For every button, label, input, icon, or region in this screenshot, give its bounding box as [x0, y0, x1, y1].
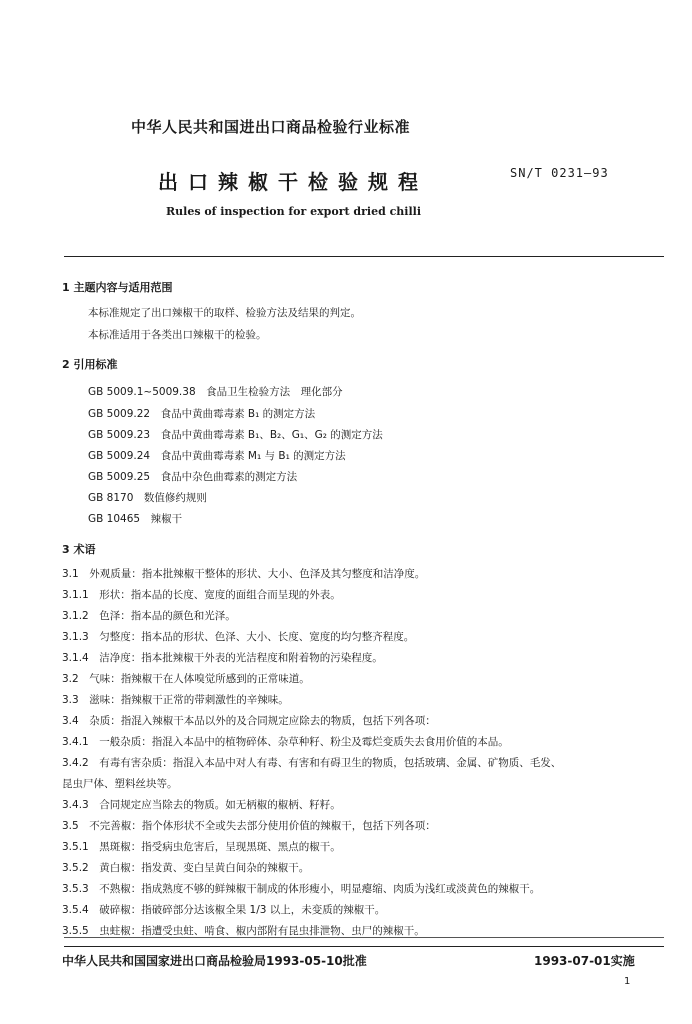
term-item: 3.4.3 合同规定应当除去的物质。如无柄椒的椒柄、籽籽。 [62, 799, 341, 811]
page-number: 1 [624, 976, 631, 987]
term-item: 3.1.4 洁净度：指本批辣椒干外表的光洁程度和附着物的污染程度。 [62, 652, 383, 664]
term-item-continuation: 昆虫尸体、塑料丝块等。 [62, 778, 178, 790]
section-3-heading: 3 术语 [62, 543, 96, 556]
section-1-heading: 1 主题内容与适用范围 [62, 281, 173, 294]
term-item: 3.5.5 虫蛀椒：指遭受虫蛀、啃食、椒内部附有昆虫排泄物、虫尸的辣椒干。 [62, 925, 425, 937]
reference-item: GB 5009.1~5009.38 食品卫生检验方法 理化部分 [88, 386, 343, 398]
term-item: 3.5.4 破碎椒：指破碎部分达该椒全果 1/3 以上，未变质的辣椒干。 [62, 904, 386, 916]
term-item: 3.5 不完善椒：指个体形状不全或失去部分使用价值的辣椒干，包括下列各项： [62, 820, 436, 832]
term-item: 3.3 滋味：指辣椒干正常的带刺激性的辛辣味。 [62, 694, 289, 706]
reference-item: GB 10465 辣椒干 [88, 513, 183, 525]
footer-divider-top [64, 937, 664, 938]
term-item: 3.1.2 色泽：指本品的颜色和光泽。 [62, 610, 236, 622]
term-item: 3.1 外观质量：指本批辣椒干整体的形状、大小、色泽及其匀整度和洁净度。 [62, 568, 426, 580]
term-item: 3.5.1 黑斑椒：指受病虫危害后，呈现黑斑、黑点的椒干。 [62, 841, 341, 853]
reference-item: GB 5009.25 食品中杂色曲霉素的测定方法 [88, 471, 298, 483]
reference-item: GB 5009.24 食品中黄曲霉毒素 M₁ 与 B₁ 的测定方法 [88, 450, 346, 462]
section-1-paragraph: 本标准规定了出口辣椒干的取样、检验方法及结果的判定。 [88, 307, 361, 319]
footer-divider [64, 946, 664, 947]
term-item: 3.4.2 有毒有害杂质：指混入本品中对人有毒、有害和有碍卫生的物质，包括玻璃、金属、矿物质、毛发、 [62, 757, 562, 769]
term-item: 3.1.3 匀整度：指本品的形状、色泽、大小、长度、宽度的均匀整齐程度。 [62, 631, 415, 643]
term-item: 3.1.1 形状：指本品的长度、宽度的面组合而呈现的外表。 [62, 589, 341, 601]
reference-item: GB 5009.23 食品中黄曲霉毒素 B₁、B₂、G₁、G₂ 的测定方法 [88, 429, 383, 441]
issuing-organization: 中华人民共和国进出口商品检验行业标准 [131, 118, 411, 136]
header-divider [64, 256, 664, 257]
english-title: Rules of inspection for export dried chilli [166, 205, 421, 218]
section-1-paragraph: 本标准适用于各类出口辣椒干的检验。 [88, 329, 267, 341]
term-item: 3.5.3 不熟椒：指成熟度不够的鲜辣椒干制成的体形瘦小，明显瘪缩、肉质为浅红或淡黄色的辣椒干。 [62, 883, 541, 895]
issuer-statement: 中华人民共和国国家进出口商品检验局1993-05-10批准 [62, 954, 367, 968]
section-2-heading: 2 引用标准 [62, 358, 118, 371]
term-item: 3.4 杂质：指混入辣椒干本品以外的及合同规定应除去的物质，包括下列各项： [62, 715, 436, 727]
document-title: 出口辣椒干检验规程 [158, 170, 428, 194]
reference-item: GB 5009.22 食品中黄曲霉毒素 B₁ 的测定方法 [88, 408, 316, 420]
term-item: 3.4.1 一般杂质：指混入本品中的植物碎体、杂草种籽、粉尘及霉烂变质失去食用价值的本品。 [62, 736, 509, 748]
term-item: 3.5.2 黄白椒：指发黄、变白呈黄白间杂的辣椒干。 [62, 862, 310, 874]
effective-date: 1993-07-01实施 [534, 954, 635, 968]
standard-code: SN/T 0231—93 [510, 166, 609, 180]
reference-item: GB 8170 数值修约规则 [88, 492, 207, 504]
term-item: 3.2 气味：指辣椒干在人体嗅觉所感到的正常味道。 [62, 673, 310, 685]
